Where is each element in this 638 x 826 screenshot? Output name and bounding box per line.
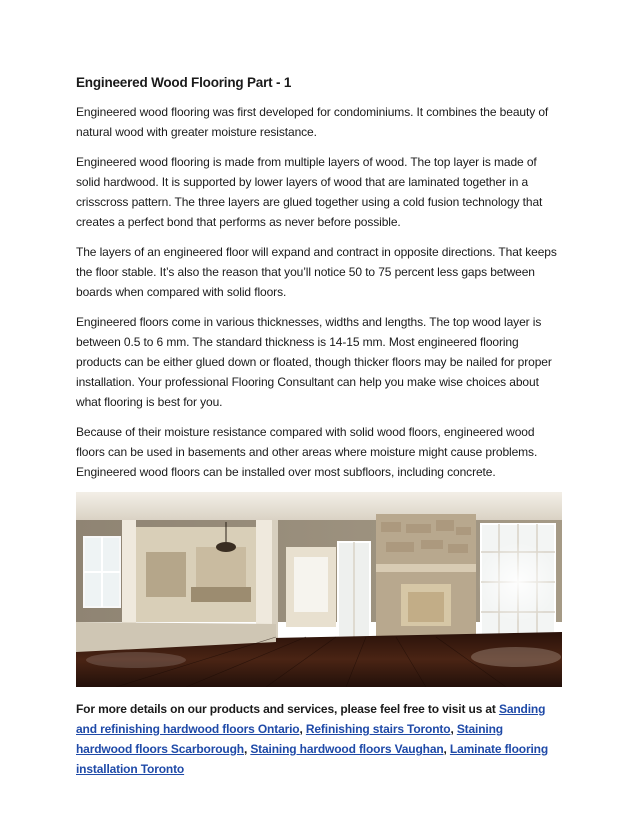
- footer-intro: For more details on our products and services, please feel free to visit us at: [76, 702, 496, 716]
- footer-separator: ,: [443, 742, 447, 756]
- footer-separator: ,: [450, 722, 454, 736]
- page-title: Engineered Wood Flooring Part - 1: [76, 75, 292, 90]
- link-staining-vaughan[interactable]: Staining hardwood floors Vaughan: [250, 742, 444, 756]
- link-laminate-toronto[interactable]: Laminate flooring installation Toronto: [76, 742, 549, 776]
- paragraph-moisture: Because of their moisture resistance compared with solid wood floors, engineered wood floors can be used in basements and other areas where moisture might cause problems. Engineered wood floors can be installed over most subfloors, including concrete.: [76, 425, 538, 479]
- room-photo: [76, 492, 562, 687]
- paragraph-stability: The layers of an engineered floor will expand and contract in opposite directions. That keeps the floor stable. It’s also the reason that you’ll notice 50 to 75 percent less gaps between boards when compared with solid floors.: [76, 245, 557, 299]
- paragraph-layers: Engineered wood flooring is made from multiple layers of wood. The top layer is made of solid hardwood. It is supported by lower layers of wood that are laminated together in a crisscross pattern. The three layers are glued together using a cold fusion technology that creates a perfect bond that performs as never before possible.: [76, 155, 543, 229]
- paragraph-thickness: Engineered floors come in various thicknesses, widths and lengths. The top wood layer is between 0.5 to 6 mm. The standard thickness is 14-15 mm. Most engineered flooring products can be either glued down or floated, though thicker floors may be nailed for proper installation. Your professional Flooring Consultant can help you make wise choices about what flooring is best for you.: [76, 315, 552, 409]
- footer-separator: ,: [299, 722, 303, 736]
- link-sanding-ontario[interactable]: Sanding and refinishing hardwood floors Ontario: [76, 702, 546, 736]
- link-refinishing-stairs-toronto[interactable]: Refinishing stairs Toronto: [305, 722, 451, 736]
- footer-separator: ,: [243, 742, 248, 756]
- link-staining-scarborough[interactable]: Staining hardwood floors Scarborough: [76, 722, 503, 756]
- paragraph-intro: Engineered wood flooring was first developed for condominiums. It combines the beauty of natural wood with greater moisture resistance.: [76, 105, 549, 139]
- page-content: [76, 74, 562, 779]
- footer-links: [76, 699, 562, 779]
